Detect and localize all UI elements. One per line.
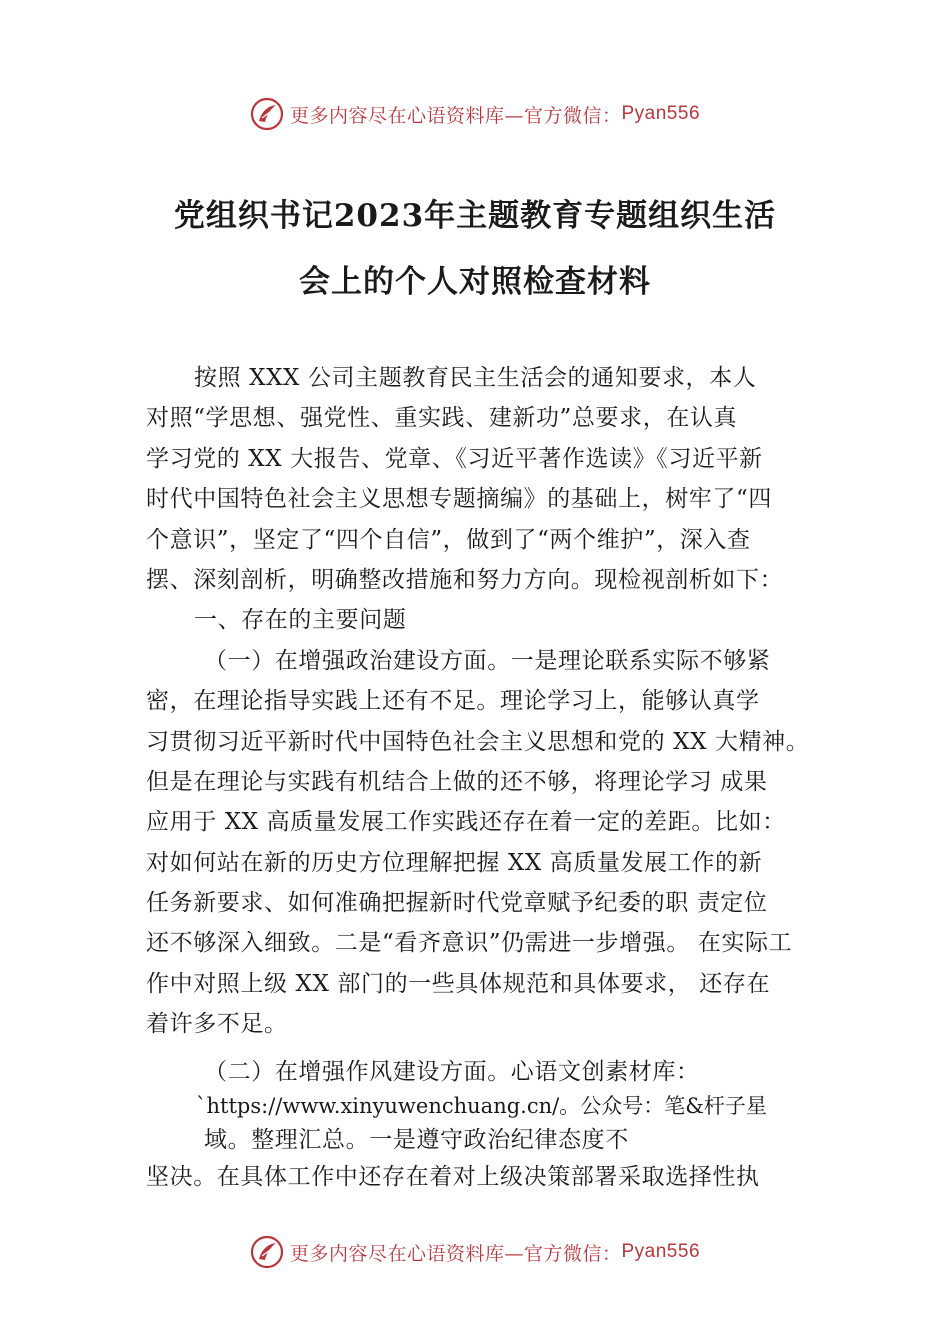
footer-watermark-banner — [0, 1232, 950, 1272]
body-line: 坚决。在具体工作中还存在着对上级决策部署采取选择性执 — [146, 1163, 760, 1190]
seal-logo-icon — [250, 97, 284, 131]
seal-logo-icon — [250, 1235, 284, 1269]
banner-wechat-id: Pyan556 — [621, 1241, 701, 1262]
section-heading: 一、存在的主要问题 — [194, 607, 407, 634]
body-line: 时代中国特色社会主义思想专题摘编》的基础上，树牢了“四 — [146, 486, 772, 513]
subsection-heading-2: （二）在增强作风建设方面。心语文创素材库： — [204, 1058, 700, 1085]
document-title-line-1: 党组织书记2023年主题教育专题组织生活 — [173, 198, 777, 234]
body-line: 还不够深入细致。二是“看齐意识”仍需进一步增强。 在实际工 — [146, 930, 793, 957]
body-line: 个意识”，坚定了“四个自信”，做到了“两个维护”，深入查 — [146, 526, 751, 553]
body-line: 习贯彻习近平新时代中国特色社会主义思想和党的 XX 大精神。 — [146, 728, 810, 755]
body-line: 对照“学思想、强党性、重实践、建新功”总要求，在认真 — [146, 405, 738, 432]
banner-text: 更多内容尽在心语资料库—官方微信： — [289, 1242, 622, 1265]
body-line: 对如何站在新的历史方位理解把握 XX 高质量发展工作的新 — [146, 849, 763, 876]
subsection-heading-1: （一）在增强政治建设方面。一是理论联系实际不够紧 — [204, 647, 771, 674]
body-line: 学习党的 XX 大报告、党章、《习近平著作选读》《习近平新 — [146, 445, 763, 472]
body-line: 作中对照上级 XX 部门的一些具体规范和具体要求， 还存在 — [146, 970, 771, 997]
body-line: 任务新要求、如何准确把握新时代党章赋予纪委的职 责定位 — [146, 890, 768, 917]
body-line: 但是在理论与实践有机结合上做的还不够，将理论学习 成果 — [146, 768, 768, 795]
body-line: 域。整理汇总。一是遵守政治纪律态度不 — [204, 1126, 629, 1153]
body-line: 摆、深刻剖析，明确整改措施和努力方向。现检视剖析如下： — [146, 566, 784, 593]
body-line: 应用于 XX 高质量发展工作实践还存在着一定的差距。比如： — [146, 809, 786, 836]
banner-text: 更多内容尽在心语资料库—官方微信： — [289, 104, 622, 127]
body-line: 按照 XXX 公司主题教育民主生活会的通知要求，本人 — [194, 365, 757, 391]
body-line: 密，在理论指导实践上还有不足。理论学习上，能够认真学 — [146, 688, 760, 715]
source-url-line: `https://www.xinyuwenchuang.cn/。公众号：笔&杆子星 — [196, 1093, 767, 1118]
banner-wechat-id: Pyan556 — [621, 103, 701, 124]
body-line: 着许多不足。 — [146, 1011, 288, 1038]
document-title-line-2: 会上的个人对照检查材料 — [299, 264, 651, 300]
header-watermark-banner — [0, 94, 950, 134]
document-body — [146, 358, 846, 1197]
